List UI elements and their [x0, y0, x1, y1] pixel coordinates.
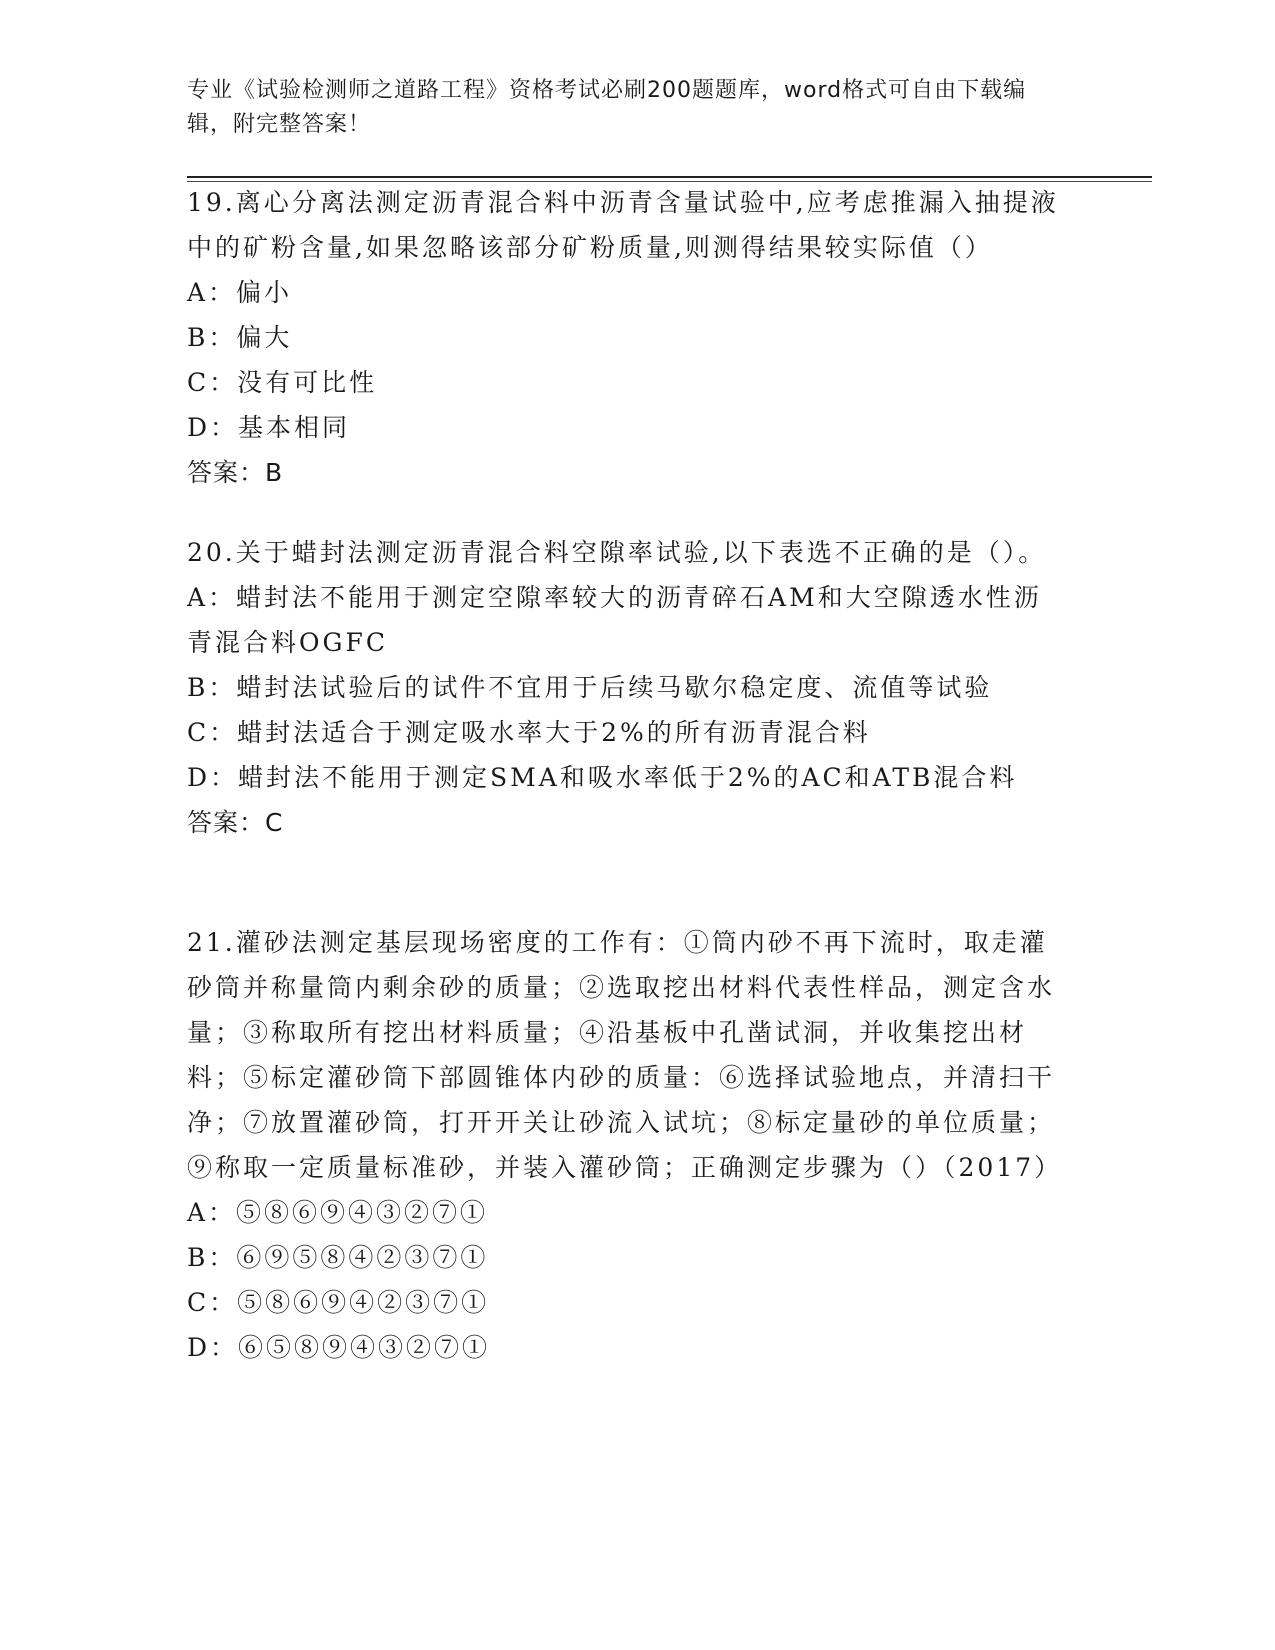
question-19: [187, 180, 1067, 495]
option-a: A：蜡封法不能用于测定空隙率较大的沥青碎石AM和大空隙透水性沥青混合料OGFC: [187, 583, 1042, 657]
question-text: 21.灌砂法测定基层现场密度的工作有：①筒内砂不再下流时，取走灌砂筒并称量筒内剩余砂的质量；②选取挖出材料代表性样品，测定含水量；③称取所有挖出材料质量；④沿基板中孔凿试洞，并收集挖出材料；⑤标定灌砂筒下部圆锥体内砂的质量：⑥选择试验地点，并清扫干净；⑦放置灌砂筒，打开开关让砂流入试坑；⑧标定量砂的单位质量；⑨称取一定质量标准砂，并装入灌砂筒；正确测定步骤为（）（2017）: [187, 928, 1063, 1182]
page-header: 专业《试验检测师之道路工程》资格考试必刷200题题库，word格式可自由下载编辑，附完整答案！: [187, 78, 1027, 137]
option-d: D：蜡封法不能用于测定SMA和吸水率低于2%的AC和ATB混合料: [187, 763, 1018, 792]
question-text: 20.关于蜡封法测定沥青混合料空隙率试验,以下表选不正确的是（）。: [187, 538, 1047, 567]
option-c: C：⑤⑧⑥⑨④②③⑦①: [187, 1288, 490, 1317]
option-c: C：蜡封法适合于测定吸水率大于2%的所有沥青混合料: [187, 718, 871, 747]
question-text: 19.离心分离法测定沥青混合料中沥青含量试验中,应考虑推漏入抽提液中的矿粉含量,如果忽略该部分矿粉质量,则测得结果较实际值（）: [187, 188, 1059, 262]
option-c: C：没有可比性: [187, 368, 378, 397]
option-a: A：⑤⑧⑥⑨④③②⑦①: [187, 1198, 489, 1227]
option-d: D：基本相同: [187, 413, 351, 442]
option-a: A：偏小: [187, 278, 293, 307]
option-b: B：⑥⑨⑤⑧④②③⑦①: [187, 1243, 489, 1272]
answer: 答案：B: [187, 458, 284, 487]
header-rule-thick: [187, 176, 1152, 178]
question-20: [187, 530, 1067, 845]
option-b: B：蜡封法试验后的试件不宜用于后续马歇尔稳定度、流值等试验: [187, 673, 993, 702]
option-d: D：⑥⑤⑧⑨④③②⑦①: [187, 1333, 491, 1362]
question-21: [187, 920, 1067, 1370]
answer: 答案：C: [187, 808, 284, 837]
option-b: B：偏大: [187, 323, 293, 352]
